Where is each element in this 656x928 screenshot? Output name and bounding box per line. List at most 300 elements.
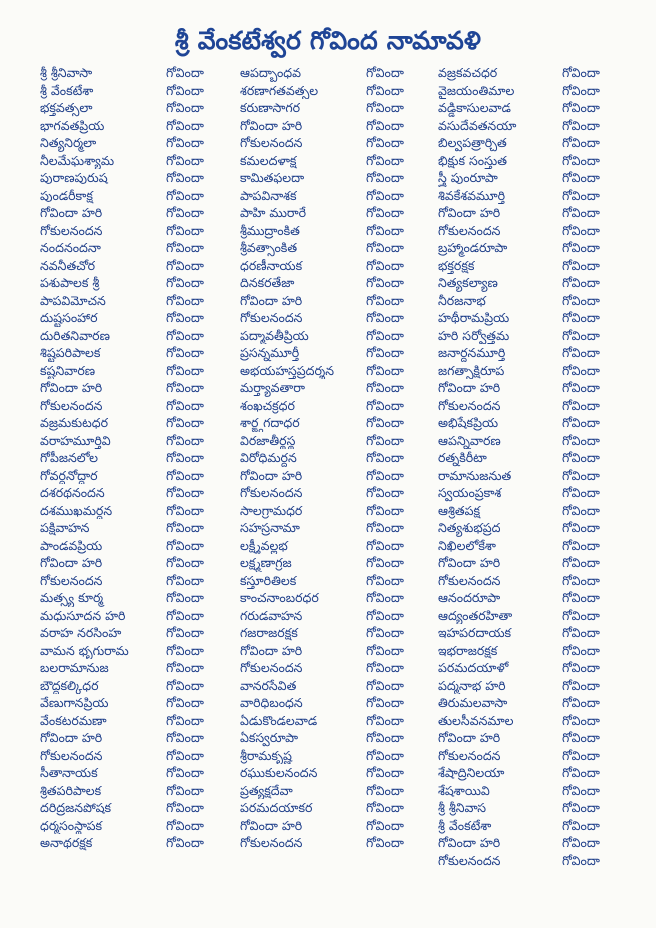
refrain-govinda: గోవిందా [366,835,404,850]
refrain-govinda: గోవిందా [166,537,204,553]
divine-name: తిరుమలవాసా [438,695,508,710]
divine-name: తులసీవనమాల [438,712,514,728]
refrain-govinda: గోవిందా [166,747,204,763]
divine-name: వసుదేవతనయా [438,117,517,133]
refrain-govinda: గోవిందా [366,82,404,98]
divine-name: శిష్టపరిపాలక [40,345,101,360]
divine-name: నిఖిలలోకేశా [438,537,496,553]
list-item [438,257,616,275]
list-item [40,589,230,607]
list-item [240,362,430,380]
list-item [438,117,616,135]
list-item [240,834,430,852]
divine-name: కమలదళాక్ష [240,152,297,168]
list-item [438,152,616,170]
refrain-govinda: గోవిందా [562,467,600,483]
list-item [240,379,430,397]
list-item [438,659,616,677]
refrain-govinda: గోవిందా [366,65,404,80]
refrain-govinda: గోవిందా [166,170,204,185]
list-item [438,379,616,397]
list-item [438,327,616,345]
divine-name: శరణాగతవత్సల [240,82,319,98]
refrain-govinda: గోవిందా [562,555,600,570]
divine-name: స్త్రీ పుంరూపా [438,170,498,185]
refrain-govinda: గోవిందా [562,747,600,763]
refrain-govinda: గోవిందా [562,765,600,780]
divine-name: సీతానాయక [40,765,98,780]
divine-name: శేషాద్రినిలయా [438,765,505,780]
refrain-govinda: గోవిందా [562,782,600,798]
divine-name: పద్మనాభ హరి [438,677,506,693]
refrain-govinda: గోవిందా [562,607,600,623]
refrain-govinda: గోవిందా [366,660,404,675]
refrain-govinda: గోవిందా [166,345,204,360]
list-item [40,782,230,800]
list-item [240,659,430,677]
list-item [438,537,616,555]
list-item [438,834,616,852]
divine-name: నందనందనా [40,240,101,255]
refrain-govinda: గోవిందా [166,695,204,710]
refrain-govinda: గోవిందా [562,730,600,745]
refrain-govinda: గోవిందా [366,205,404,220]
list-item [438,572,616,590]
refrain-govinda: గోవిందా [366,327,404,343]
refrain-govinda: గోవిందా [366,625,404,640]
refrain-govinda: గోవిందా [166,65,204,80]
list-item [40,117,230,135]
refrain-govinda: గోవిందా [166,432,204,448]
divine-name: వానరసేవిత [240,677,297,693]
list-item [40,344,230,362]
refrain-govinda: గోవిందా [366,240,404,255]
list-item [438,764,616,782]
refrain-govinda: గోవిందా [366,800,404,815]
refrain-govinda: గోవిందా [166,82,204,98]
divine-name: భాగవతప్రియ [40,117,105,133]
divine-name: వడ్డికాసులవాడ [438,100,511,115]
list-item [40,694,230,712]
list-item [438,64,616,82]
divine-name: ఏకస్వరూపా [240,730,299,745]
divine-name: పరమదయాకర [240,800,313,815]
divine-name: నీరజనాభ [438,292,486,308]
divine-name: మర్త్యావతారా [240,380,305,395]
divine-name: గోవిందా హరి [240,467,303,483]
refrain-govinda: గోవిందా [366,485,404,500]
list-item [40,834,230,852]
divine-name: దశముఖమర్దన [40,502,113,518]
refrain-govinda: గోవిందా [562,415,600,430]
divine-name: వారిధిబంధన [240,695,303,710]
list-item [40,82,230,100]
divine-name: అభిషేకప్రియ [438,415,499,430]
divine-name: గోకులనందన [438,572,501,588]
list-item [438,607,616,625]
divine-name: గజరాజరక్షక [240,625,298,640]
list-item [40,187,230,205]
refrain-govinda: గోవిందా [166,257,204,273]
divine-name: ప్రత్యక్షదేవా [240,782,293,798]
list-item [438,239,616,257]
divine-name: గోవిందా హరి [240,817,303,833]
refrain-govinda: గోవిందా [366,100,404,115]
refrain-govinda: గోవిందా [366,572,404,588]
list-item [438,204,616,222]
divine-name: గోవిందా హరి [40,730,103,745]
divine-name: పాపవిమోచన [40,292,106,308]
divine-name: గోకులనందన [40,572,103,588]
divine-name: శేషశాయివి [438,782,490,798]
divine-name: గోవిందా హరి [438,205,501,220]
divine-name: పురాణపురుష [40,170,108,185]
divine-name: రత్నకిరీటా [438,450,487,465]
list-item [240,117,430,135]
list-item [240,484,430,502]
list-item [438,729,616,747]
refrain-govinda: గోవిందా [366,380,404,395]
divine-name: అనాథరక్షక [40,835,93,850]
list-item [40,99,230,117]
list-item [438,397,616,415]
divine-name: ఆనందరూపా [438,590,501,605]
list-item [438,624,616,642]
refrain-govinda: గోవిందా [166,800,204,815]
divine-name: గోవర్ధనోద్ధార [40,467,98,483]
divine-name: గోకులనందన [40,222,103,238]
divine-name: గోకులనందన [240,660,303,675]
list-item [40,292,230,310]
divine-name: పరమదయాళో [438,660,509,675]
refrain-govinda: గోవిందా [366,397,404,413]
refrain-govinda: గోవిందా [366,817,404,833]
refrain-govinda: గోవిందా [562,152,600,168]
list-item [438,292,616,310]
refrain-govinda: గోవిందా [562,502,600,518]
refrain-govinda: గోవిందా [166,397,204,413]
divine-name: గోకులనందన [240,310,303,325]
list-item [40,764,230,782]
refrain-govinda: గోవిందా [166,152,204,168]
list-item [240,327,430,345]
divine-name: గోవిందా హరి [240,642,303,658]
list-item [438,99,616,117]
refrain-govinda: గోవిందా [562,817,600,833]
refrain-govinda: గోవిందా [166,240,204,255]
refrain-govinda: గోవిందా [562,327,600,343]
refrain-govinda: గోవిందా [166,362,204,378]
list-item [240,432,430,450]
refrain-govinda: గోవిందా [366,345,404,360]
divine-name: శ్రీవత్సాంకిత [240,240,298,255]
name-column-2 [240,64,430,852]
list-item [240,764,430,782]
divine-name: వేణుగానప్రియ [40,695,109,710]
divine-name: గోవిందా హరి [438,555,501,570]
refrain-govinda: గోవిందా [562,345,600,360]
refrain-govinda: గోవిందా [366,537,404,553]
refrain-govinda: గోవిందా [366,590,404,605]
refrain-govinda: గోవిందా [366,222,404,238]
refrain-govinda: గోవిందా [562,82,600,98]
divine-name: వజ్రకవచధర [438,65,498,80]
list-item [240,274,430,292]
divine-name: అభయహస్తప్రదర్శన [240,362,334,378]
list-item [240,729,430,747]
list-item [240,519,430,537]
name-column-1 [40,64,230,852]
refrain-govinda: గోవిందా [366,695,404,710]
divine-name: గోకులనందన [240,835,303,850]
refrain-govinda: గోవిందా [366,415,404,430]
refrain-govinda: గోవిందా [366,677,404,693]
refrain-govinda: గోవిందా [562,590,600,605]
list-item [40,449,230,467]
list-item [40,379,230,397]
divine-name: పశుపాలక శ్రీ [40,275,100,290]
divine-name: నిత్యనిర్మలా [40,135,97,150]
list-item [240,187,430,205]
divine-name: పాహి మురారే [240,205,307,220]
refrain-govinda: గోవిందా [562,275,600,290]
refrain-govinda: గోవిందా [366,467,404,483]
list-item [40,484,230,502]
list-item [40,729,230,747]
list-item [240,449,430,467]
list-item [240,309,430,327]
divine-name: గోవిందా హరి [438,730,501,745]
list-item [40,607,230,625]
refrain-govinda: గోవిందా [562,135,600,150]
refrain-govinda: గోవిందా [562,397,600,413]
list-item [240,817,430,835]
divine-name: పక్షివాహన [40,520,90,535]
divine-name: గోపీజనలోల [40,450,99,465]
list-item [438,187,616,205]
list-item [40,659,230,677]
list-item [438,344,616,362]
divine-name: మధుసూదన హరి [40,607,126,623]
divine-name: పాండవప్రియ [40,537,103,553]
list-item [240,292,430,310]
divine-name: మత్స్య కూర్మ [40,590,104,605]
divine-name: కష్టనివారణ [40,362,96,378]
refrain-govinda: గోవిందా [366,292,404,308]
divine-name: నీలమేఘశ్యామ [40,152,115,168]
list-item [240,414,430,432]
refrain-govinda: గోవిందా [562,117,600,133]
list-item [40,204,230,222]
divine-name: ఇహపరదాయక [438,625,512,640]
refrain-govinda: గోవిందా [562,205,600,220]
divine-name: జనార్దనమూర్తి [438,345,506,360]
list-item [240,397,430,415]
refrain-govinda: గోవిందా [366,555,404,570]
refrain-govinda: గోవిందా [562,170,600,185]
refrain-govinda: గోవిందా [166,467,204,483]
refrain-govinda: గోవిందా [166,712,204,728]
refrain-govinda: గోవిందా [166,555,204,570]
divine-name: భక్తవత్సలా [40,100,93,115]
list-item [40,432,230,450]
divine-name: శ్రీముద్రాంకిత [240,222,300,238]
divine-name: గోవిందా హరి [438,835,501,850]
list-item [240,134,430,152]
divine-name: కాంచనాంబరధర [240,590,319,605]
refrain-govinda: గోవిందా [166,187,204,203]
list-item [40,817,230,835]
refrain-govinda: గోవిందా [166,450,204,465]
list-item [438,222,616,240]
list-item [40,414,230,432]
divine-name: గోవిందా హరి [240,117,303,133]
refrain-govinda: గోవిందా [166,275,204,290]
refrain-govinda: గోవిందా [562,257,600,273]
refrain-govinda: గోవిందా [166,782,204,798]
divine-name: ధర్మసంస్థాపక [40,817,103,833]
divine-name: ఆపద్బాంధవ [240,65,301,80]
list-item [40,152,230,170]
list-item [438,554,616,572]
list-item [438,169,616,187]
refrain-govinda: గోవిందా [562,362,600,378]
list-item [40,572,230,590]
divine-name: బిల్వపత్రార్చిత [438,135,507,150]
list-item [40,642,230,660]
divine-name: స్వయంప్రకాశ [438,485,502,500]
list-item [40,554,230,572]
refrain-govinda: గోవిందా [166,292,204,308]
list-item [240,607,430,625]
list-item [240,64,430,82]
divine-name: ఏడుకొండలవాడ [240,712,318,728]
refrain-govinda: గోవిందా [366,117,404,133]
refrain-govinda: గోవిందా [166,327,204,343]
list-item [438,677,616,695]
divine-name: సాలగ్రామధర [240,502,303,518]
list-item [40,257,230,275]
page-title: శ్రీ వేంకటేశ్వర గోవింద నామావళి [174,26,482,55]
list-item [240,222,430,240]
refrain-govinda: గోవిందా [166,625,204,640]
refrain-govinda: గోవిందా [366,520,404,535]
list-item [438,414,616,432]
refrain-govinda: గోవిందా [562,520,600,535]
refrain-govinda: గోవిందా [166,135,204,150]
list-item [438,519,616,537]
list-item [240,799,430,817]
divine-name: కామితఫలదా [240,170,305,185]
list-item [240,152,430,170]
refrain-govinda: గోవిందా [166,730,204,745]
refrain-govinda: గోవిందా [562,187,600,203]
list-item [240,572,430,590]
divine-name: గోకులనందన [438,852,501,868]
divine-name: బ్రహ్మాండరూపా [438,240,508,255]
refrain-govinda: గోవిందా [166,607,204,623]
divine-name: గోకులనందన [438,747,501,763]
list-item [438,817,616,835]
refrain-govinda: గోవిందా [366,450,404,465]
refrain-govinda: గోవిందా [366,275,404,290]
list-item [438,852,616,870]
refrain-govinda: గోవిందా [166,520,204,535]
divine-name: దురితనివారణ [40,327,110,343]
list-item [40,502,230,520]
refrain-govinda: గోవిందా [166,765,204,780]
refrain-govinda: గోవిందా [366,152,404,168]
list-item [240,537,430,555]
list-item [40,239,230,257]
divine-name: పుండరీకాక్ష [40,187,93,203]
refrain-govinda: గోవిందా [562,100,600,115]
refrain-govinda: గోవిందా [562,642,600,658]
refrain-govinda: గోవిందా [166,817,204,833]
list-item [240,624,430,642]
refrain-govinda: గోవిందా [562,572,600,588]
refrain-govinda: గోవిందా [166,100,204,115]
divine-name: జగత్సాక్షిరూప [438,362,505,378]
list-item [438,484,616,502]
divine-name: వరాహ నరసింహ [40,625,122,640]
refrain-govinda: గోవిందా [562,660,600,675]
list-item [438,309,616,327]
divine-name: సహస్రనామా [240,520,300,535]
list-item [40,537,230,555]
refrain-govinda: గోవిందా [366,432,404,448]
divine-name: శ్రీ వేంకటేశా [40,82,94,98]
divine-name: హరి సర్వోత్తమ [438,327,510,343]
refrain-govinda: గోవిందా [166,205,204,220]
refrain-govinda: గోవిందా [366,782,404,798]
refrain-govinda: గోవిందా [562,625,600,640]
refrain-govinda: గోవిందా [166,590,204,605]
refrain-govinda: గోవిందా [366,607,404,623]
list-item [240,502,430,520]
list-item [240,344,430,362]
divine-name: గోకులనందన [40,747,103,763]
list-item [438,449,616,467]
refrain-govinda: గోవిందా [562,677,600,693]
refrain-govinda: గోవిందా [166,835,204,850]
refrain-govinda: గోవిందా [366,187,404,203]
divine-name: వేంకటరమణా [40,712,107,728]
list-item [240,82,430,100]
refrain-govinda: గోవిందా [366,135,404,150]
refrain-govinda: గోవిందా [562,292,600,308]
divine-name: శంఖచక్రధర [240,397,295,413]
divine-name: భక్తరక్షక [438,257,475,273]
list-item [438,134,616,152]
refrain-govinda: గోవిందా [366,730,404,745]
list-item [240,782,430,800]
refrain-govinda: గోవిందా [166,415,204,430]
divine-name: వరాహమూర్తివి [40,432,111,448]
list-item [40,362,230,380]
refrain-govinda: గోవిందా [366,257,404,273]
divine-name: పద్మావతీప్రియ [240,327,309,343]
divine-name: బౌద్ధకల్కిధర [40,677,99,693]
refrain-govinda: గోవిందా [562,222,600,238]
refrain-govinda: గోవిందా [366,765,404,780]
divine-name: దుష్టసంహార [40,310,98,325]
divine-name: రామానుజనుత [438,467,512,483]
list-item [240,169,430,187]
divine-name: శ్రీరామకృష్ణ [240,747,292,763]
list-item [240,747,430,765]
list-item [438,747,616,765]
